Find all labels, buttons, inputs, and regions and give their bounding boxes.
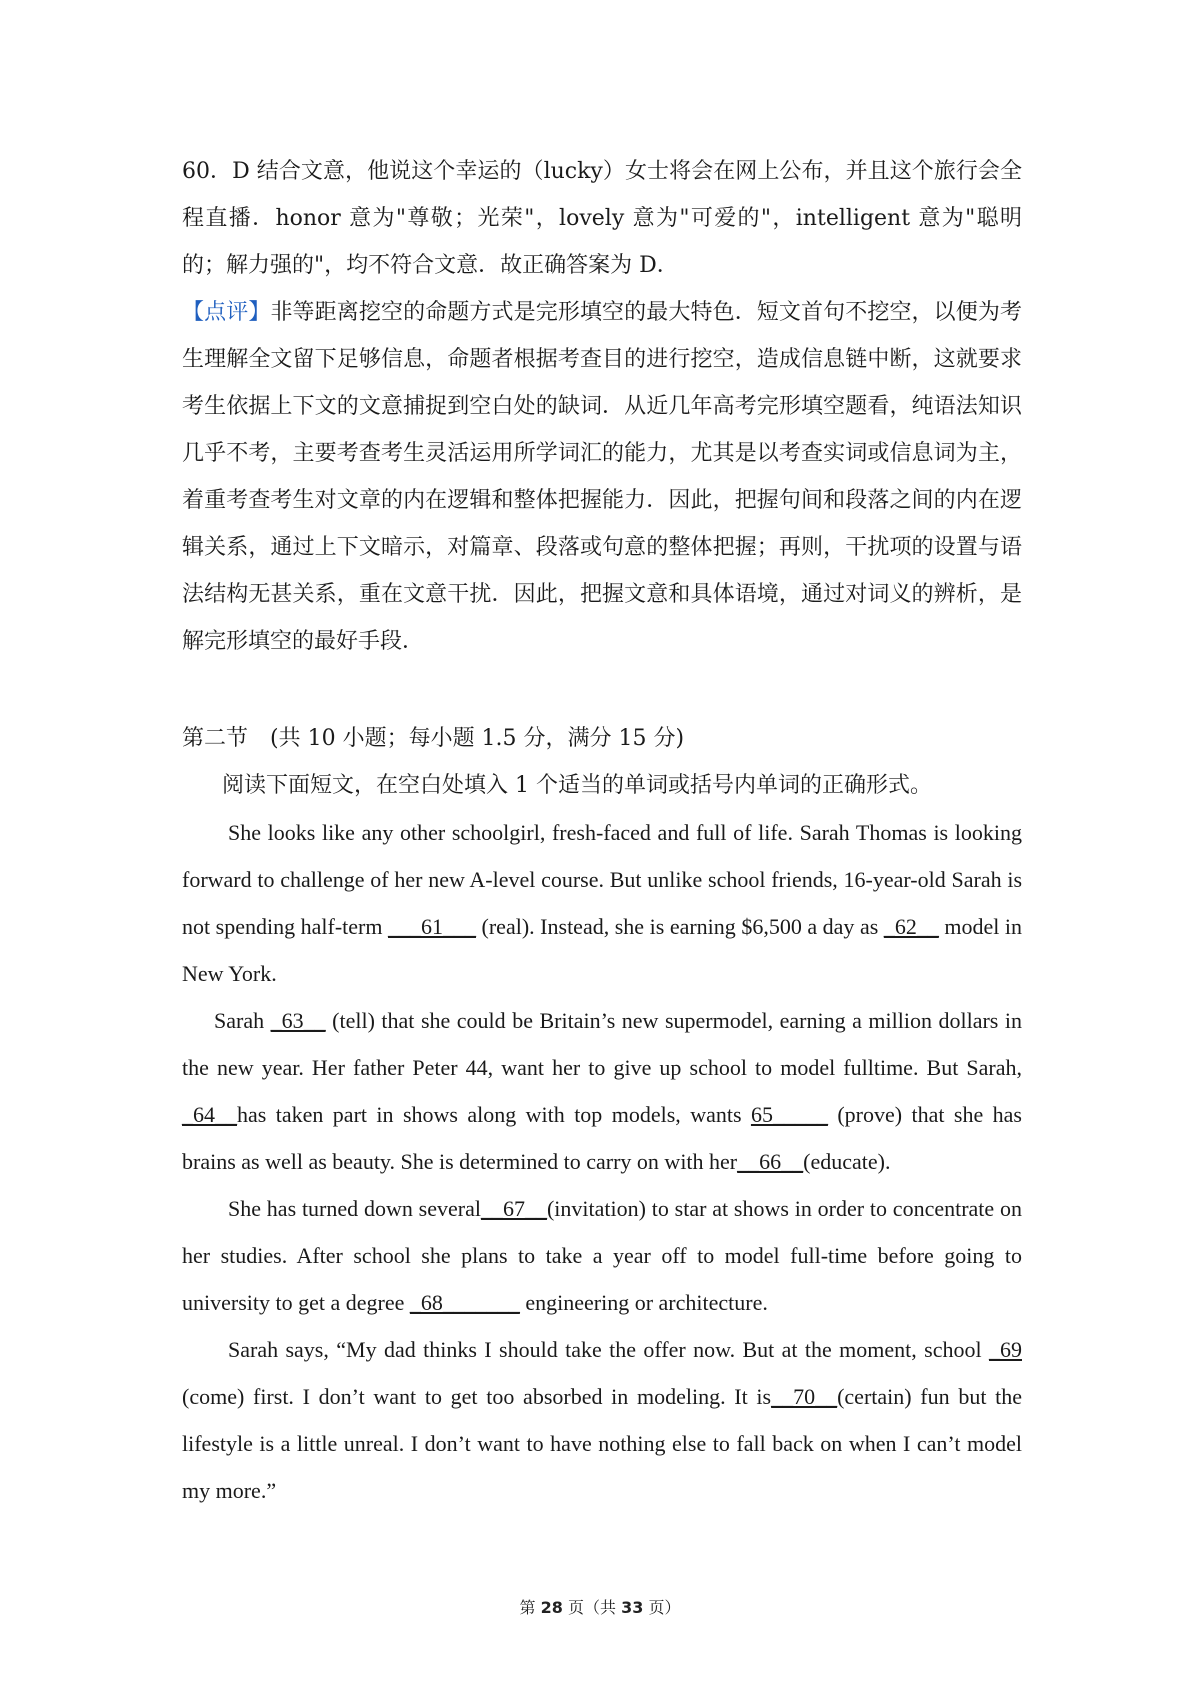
- passage-text: model in New York.: [182, 914, 1022, 986]
- blank-65: 65_____: [750, 1102, 828, 1127]
- total-page-count: 33: [621, 1598, 644, 1617]
- section-two-heading: 第二节 (共 10 小题；每小题 1.5 分，满分 15 分): [182, 726, 685, 751]
- passage-text: (invitation) to star at shows in order to concentrate on her studies. After school she plans to take a year off to model full-time before going to university to get a degree: [182, 1196, 1022, 1315]
- blank-66: __66__: [737, 1149, 804, 1174]
- passage-text: She looks like any other schoolgirl, fresh-faced and full of life. Sarah Thomas is looking forward to challenge of her new A-level course. But unlike school friends, 16-year-old Sarah is not spending half-term: [182, 820, 1022, 939]
- blank-69: _69: [989, 1337, 1022, 1362]
- section-two-instruction: 阅读下面短文，在空白处填入 1 个适当的单词或括号内单词的正确形式。: [222, 773, 932, 798]
- footer-text: 页（共: [562, 1598, 622, 1617]
- passage-text: (educate).: [803, 1149, 891, 1174]
- blank-63: _63__: [270, 1008, 326, 1033]
- comment-paragraph: [182, 289, 1022, 665]
- blank-64: _64__: [182, 1102, 237, 1127]
- passage-paragraph-2: [182, 997, 1022, 1185]
- page-footer: [0, 1595, 1200, 1618]
- passage-text: (real). Instead, she is earning $6,500 a day as: [476, 914, 884, 939]
- blank-61: ___61___: [388, 914, 476, 939]
- passage-text: has taken part in shows along with top models, wants: [237, 1102, 751, 1127]
- footer-text: 第: [519, 1598, 541, 1617]
- passage-text: (tell) that she could be Britain’s new supermodel, earning a million dollars in the new year. Her father Peter 44, want her to give up school to model fulltime. But Sarah,: [182, 1008, 1022, 1080]
- blank-67: __67__: [480, 1196, 547, 1221]
- passage-text: engineering or architecture.: [519, 1290, 768, 1315]
- passage-text: (prove) that she has brains as well as beauty. She is determined to carry on with her: [182, 1102, 1022, 1174]
- passage-text: Sarah: [214, 1008, 271, 1033]
- reading-passage: [182, 809, 1022, 1514]
- passage-text: (certain) fun but the lifestyle is a little unreal. I don’t want to have nothing else to fall back on when I can’t model my more.”: [182, 1384, 1023, 1503]
- passage-paragraph-1: [182, 809, 1022, 997]
- passage-text: She has turned down several: [228, 1196, 481, 1221]
- answer-explanation-block: [182, 148, 1022, 665]
- blank-70: __70__: [771, 1384, 838, 1409]
- passage-text: (come) first. I don’t want to get too absorbed in modeling. It is: [182, 1384, 772, 1409]
- comment-label: 【点评】: [182, 300, 271, 325]
- current-page-number: 28: [540, 1598, 563, 1617]
- passage-text: Sarah says, “My dad thinks I should take the offer now. But at the moment, school: [228, 1337, 989, 1362]
- footer-text: 页）: [643, 1598, 681, 1617]
- blank-68: _68_______: [409, 1290, 520, 1315]
- answer-60-explanation: 60．D 结合文意，他说这个幸运的（lucky）女士将会在网上公布，并且这个旅行会全程直播．honor 意为"尊敬；光荣"，lovely 意为"可爱的"，intelligent 意为"聪明的；解力强的"，均不符合文意．故正确答案为 D．: [182, 159, 1022, 278]
- passage-paragraph-3: [182, 1185, 1022, 1326]
- blank-62: _62__: [883, 914, 939, 939]
- passage-paragraph-4: [182, 1326, 1022, 1514]
- comment-text: 非等距离挖空的命题方式是完形填空的最大特色．短文首句不挖空，以便为考生理解全文留下足够信息，命题者根据考查目的进行挖空，造成信息链中断，这就要求考生依据上下文的文意捕捉到空白处的缺词．从近几年高考完形填空题看，纯语法知识几乎不考，主要考查考生灵活运用所学词汇的能力，尤其是以考查实词或信息词为主，着重考查考生对文章的内在逻辑和整体把握能力．因此，把握句间和段落之间的内在逻辑关系，通过上下文暗示，对篇章、段落或句意的整体把握；再则，干扰项的设置与语法结构无甚关系，重在文意干扰．因此，把握文意和具体语境，通过对词义的辨析，是解完形填空的最好手段．: [182, 300, 1022, 654]
